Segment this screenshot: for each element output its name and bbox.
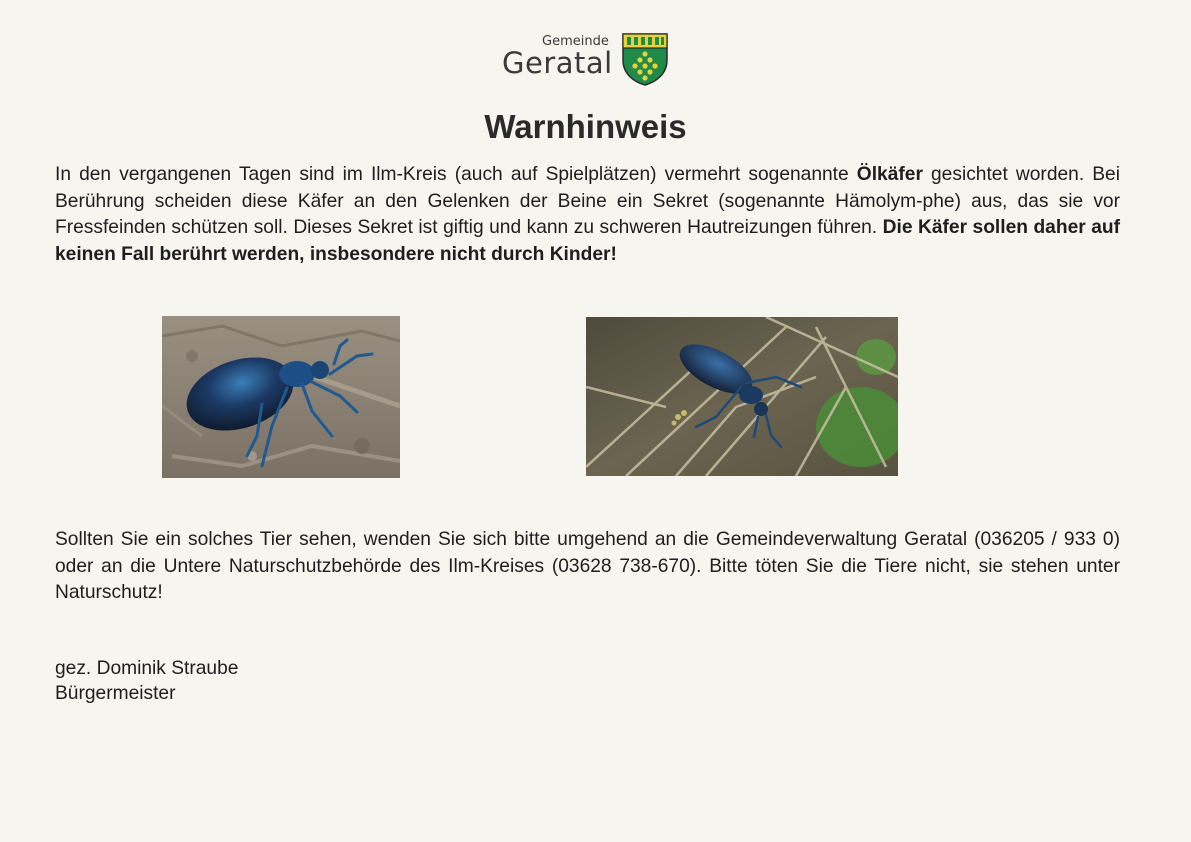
signature-name: gez. Dominik Straube	[55, 658, 239, 679]
beetle-image-2	[586, 317, 898, 476]
logo-small-text: Gemeinde	[542, 34, 609, 49]
contact-paragraph: Sollten Sie ein solches Tier sehen, wenden Sie sich bitte umgehend an die Gemeindeverwaltung Geratal (036205 / 933 0) oder an die Untere Naturschutzbehörde des Ilm-Kreises (03628 738-670). Bitte töten Sie die Tiere nicht, sie stehen unter Naturschutz!	[55, 529, 1120, 603]
page-title: Warnhinweis	[484, 108, 687, 145]
warning-text-1: In den vergangenen Tagen sind im Ilm-Kreis (auch auf Spielplätzen) vermehrt sogenannte	[55, 164, 857, 185]
signature-block	[55, 656, 238, 706]
beetle-photo-2	[586, 317, 898, 476]
beetle-image-1	[162, 316, 400, 478]
warning-bold-instruction: Die Käfer sollen daher auf keinen Fall berührt werden, insbesondere nicht durch Kinder!	[55, 217, 1120, 265]
logo-big-text: Geratal	[502, 46, 613, 80]
signature-role: Bürgermeister	[55, 683, 176, 704]
beetle-photo-1	[162, 316, 400, 478]
warning-bold-beetle: Ölkäfer	[856, 164, 923, 185]
warning-paragraph	[55, 162, 1120, 268]
coat-of-arms-icon	[620, 32, 670, 86]
warning-text-2: gesichtet worden. Bei Berührung scheiden diese Käfer an den Gelenken der Beine ein Sekret (sogenannte Hämolym-phe) aus, das sie vor Fressfeinden schützen soll. Dieses Sekret ist giftig und kann zu schweren Hautreizungen führen.	[55, 164, 1120, 238]
municipality-logo	[500, 32, 675, 88]
